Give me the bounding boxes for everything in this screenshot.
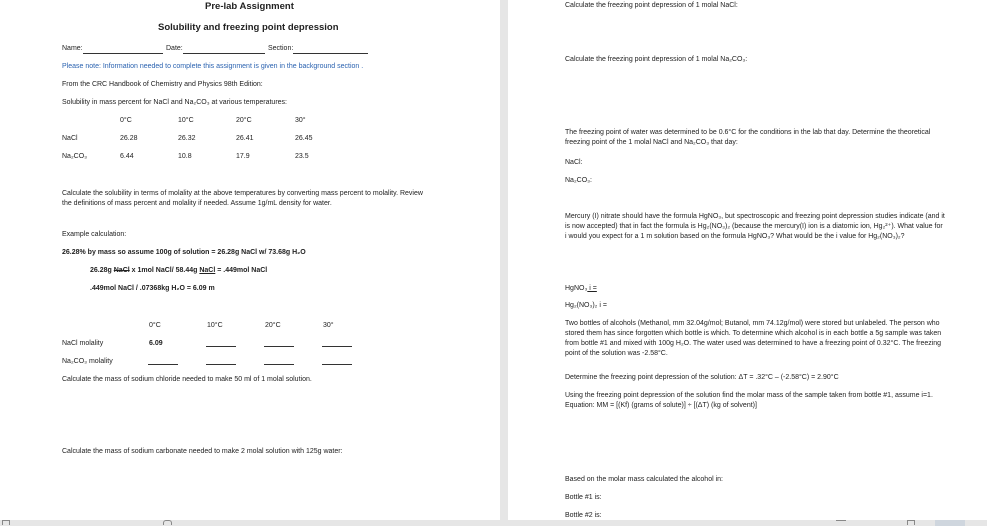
temp-header: 10°C (207, 322, 223, 329)
page-marker-icon (836, 520, 846, 525)
name-field[interactable]: Name: (62, 44, 163, 54)
table-cell: 10.8 (178, 153, 192, 160)
page-marker-icon (2, 520, 10, 525)
row-label: NaCl (62, 135, 78, 142)
hg2no32-answer: Hg₂(NO₃)₂ i = (565, 302, 607, 309)
page-gap (500, 0, 508, 526)
temp-header: 20°C (265, 322, 281, 329)
table-cell: 26.28 (120, 135, 138, 142)
delta-t-line: Determine the freezing point depression of the solution: ΔT = .32°C – (-2.58°C) = 2.90°C (565, 374, 839, 381)
example-line-3: .449mol NaCl / .07368kg H₂O = 6.09 m (90, 285, 215, 292)
temp-header: 10°C (178, 117, 194, 124)
instructions: Calculate the solubility in terms of molality at the above temperatures by converting mass percent to molality. Review the definitions of mass percent and molality if needed. Assume 1g/mL density for water. (62, 190, 423, 207)
table-cell: 17.9 (236, 153, 250, 160)
note-text: Please note: Information needed to complete this assignment is given in the background section . (62, 63, 364, 70)
page-2 (508, 0, 987, 520)
example-line-1: 26.28% by mass so assume 100g of solution = 26.28g NaCl w/ 73.68g H₂O (62, 249, 306, 256)
question-na2co3-mass: Calculate the mass of sodium carbonate needed to make 2 molal solution with 125g water: (62, 448, 343, 455)
bottle-1-answer: Bottle #1 is: (565, 494, 602, 501)
row-label: Na₂CO₃ (62, 153, 88, 160)
answer-blank[interactable] (206, 346, 236, 347)
answer-blank[interactable] (322, 364, 352, 365)
nacl-molality-value: 6.09 (149, 340, 163, 347)
table-caption: Solubility in mass percent for NaCl and Na₂CO₃ at various temperatures: (62, 99, 287, 106)
question-mercury-nitrate: Mercury (I) nitrate should have the formula HgNO₃, but spectroscopic and freezing point depression studies indicate (and it is now accepted) that in fact the formula is Hg₂(NO₃)₂ (because the mercury(I) ion is a diatomic ion, Hg₂²⁺). What value for i would you expect for a 1 m solution based on the formula HgNO₃? What would be the i value for Hg₂(NO₃)₂? (565, 213, 945, 240)
temp-header: 30° (323, 322, 334, 329)
table-cell: 6.44 (120, 153, 134, 160)
answer-blank[interactable] (264, 364, 294, 365)
temp-header: 0°C (149, 322, 161, 329)
page-marker-icon (907, 520, 915, 525)
hgno3-answer: HgNO₃ i = (565, 285, 597, 292)
table-cell: 26.45 (295, 135, 313, 142)
answer-blank[interactable] (264, 346, 294, 347)
bottle-2-answer: Bottle #2 is: (565, 512, 602, 519)
temp-header: 20°C (236, 117, 252, 124)
date-field[interactable]: Date: (166, 44, 265, 54)
source-text: From the CRC Handbook of Chemistry and Physics 98th Edition: (62, 81, 263, 88)
page-marker-icon (163, 520, 172, 525)
nacl-molality-label: NaCl molality (62, 340, 104, 347)
na2co3-molality-label: Na₂CO₃ molality (62, 358, 113, 365)
answer-blank[interactable] (148, 364, 178, 365)
page-subtitle: Solubility and freezing point depression (158, 22, 339, 33)
answer-label-nacl: NaCl: (565, 159, 583, 166)
answer-label-na2co3: Na₂CO₃: (565, 177, 592, 184)
example-line-2: 26.28g NaCl x 1mol NaCl/ 58.44g NaCl = .449mol NaCl (90, 267, 268, 274)
question-fpd-na2co3: Calculate the freezing point depression of 1 molal Na₂CO₃: (565, 56, 748, 63)
question-alcohols: Two bottles of alcohols (Methanol, mm 32.04g/mol; Butanol, mm 74.12g/mol) were stored but unlabeled. The person who stored them has since forgotten which bottle is which. To determine which alcohol is in each bottle a 5g sample was taken from bottle #1 and mixed with 100g H₂O. The water used was determined to have a freezing point of 0.32°C. The freezing point of the solution was -2.58°C. (565, 320, 942, 357)
example-label: Example calculation: (62, 231, 127, 238)
page-title: Pre-lab Assignment (205, 1, 294, 12)
table-cell: 26.32 (178, 135, 196, 142)
section-field[interactable]: Section: (268, 44, 368, 54)
temp-header: 0°C (120, 117, 132, 124)
question-bottle-id: Based on the molar mass calculated the alcohol in: (565, 476, 723, 483)
molar-mass-question: Using the freezing point depression of the solution find the molar mass of the sample taken from bottle #1, assume i=1. Equation: MM = [(Kf) (grams of solute)] ÷ [(ΔT) (kg of solvent)] (565, 392, 933, 409)
answer-blank[interactable] (322, 346, 352, 347)
temp-header: 30° (295, 117, 306, 124)
table-cell: 26.41 (236, 135, 254, 142)
answer-blank[interactable] (206, 364, 236, 365)
table-cell: 23.5 (295, 153, 309, 160)
question-nacl-mass: Calculate the mass of sodium chloride needed to make 50 ml of 1 molal solution. (62, 376, 312, 383)
question-theoretical-fp: The freezing point of water was determined to be 0.6°C for the conditions in the lab that day. Determine the theoretical freezing point of the 1 molal NaCl and Na₂CO₃ that day: (565, 129, 931, 146)
question-fpd-nacl: Calculate the freezing point depression of 1 molal NaCl: (565, 2, 738, 9)
scroll-thumb[interactable] (935, 520, 965, 526)
